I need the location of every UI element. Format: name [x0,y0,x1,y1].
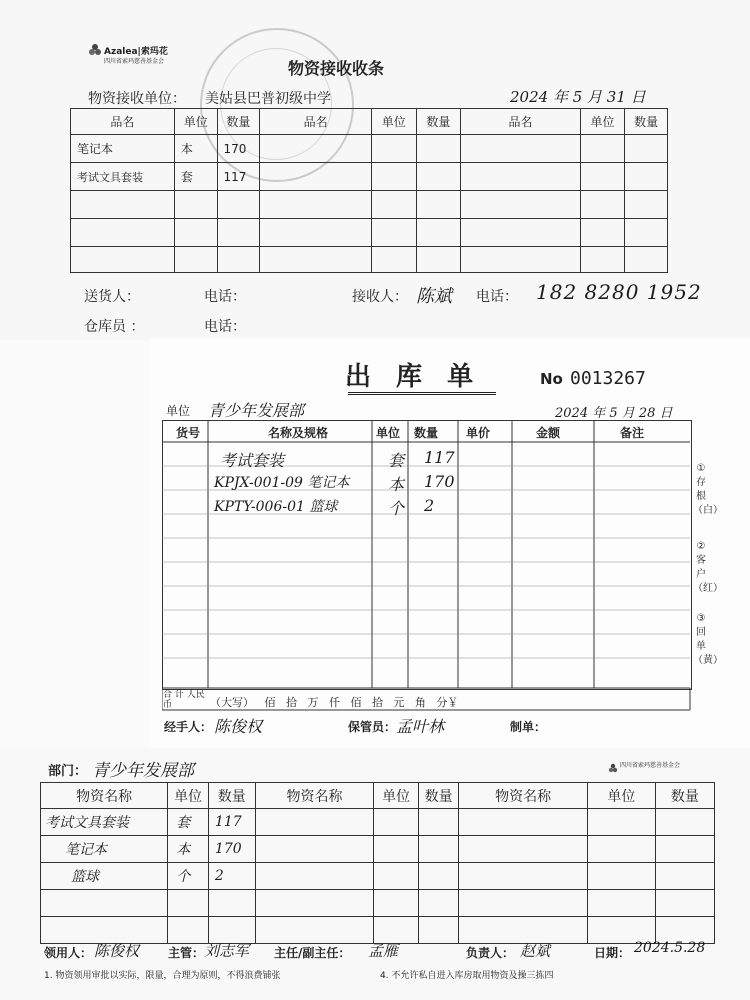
col-header: 名称及规格 [268,426,329,440]
item-unit: 套 [168,809,209,836]
serial-number: 0013267 [570,368,646,389]
header-cell: 数量 [208,783,255,809]
deliverer-label: 送货人： [84,289,140,305]
rule-note-1: 1. 物资领用审批以实际，限量，合理为原则，不得浪费铺张 [44,971,281,981]
col-header: 备注 [620,426,645,440]
outbound-item-name: KPTY-006-01 篮球 [214,499,338,515]
receipt-table [70,108,668,273]
brand-name: Azalea|索玛花 [104,47,168,57]
warehouse-label: 仓库员 ： [84,319,145,335]
handler-label: 经手人： [164,720,213,734]
dept-value: 青少年发展部 [92,761,194,781]
receiver-label: 领用人： [44,946,93,960]
col-header: 金额 [536,426,561,440]
item-qty: 170 [217,135,260,163]
outbound-item-name: KPJX-001-09 笔记本 [214,475,350,491]
azalea-flower-icon [88,42,102,56]
keeper-signature: 孟叶林 [396,717,445,736]
director-signature: 孟雁 [368,942,399,960]
header-cell: 品名 [461,109,581,135]
copy-return-label: ③回单（黄） [693,613,723,666]
header-cell: 数量 [418,783,458,809]
requisition-table [40,782,715,944]
header-cell: 数量 [217,109,260,135]
receiver-phone-label: 电话： [476,289,518,305]
receipt-date: 2024 年 5 月 31 日 [510,88,646,106]
header-cell: 数量 [625,109,668,135]
item-name: 笔记本 [41,836,168,863]
handler-signature: 陈俊权 [214,717,263,736]
item-qty: 170 [208,836,255,863]
azalea-flower-icon [608,758,618,768]
outbound-item-unit: 本 [388,475,405,494]
header-cell: 单位 [587,783,655,809]
col-header: 货号 [176,426,201,440]
total-label: 合 计 人民币 [163,690,205,710]
director-label: 主任/副主任： [274,946,351,960]
header-cell: 数量 [655,783,714,809]
col-header: 数量 [414,426,439,440]
outbound-unit-value: 青少年发展部 [208,401,305,420]
header-cell: 单位 [174,109,217,135]
receipt-unit-label: 物资接收单位： [88,91,186,107]
supervisor-label: 主管： [168,946,205,960]
table-row [41,863,715,890]
requisition-header-row [41,783,715,809]
item-name: 考试文具套装 [71,163,175,191]
outbound-item-qty: 170 [424,472,455,491]
outbound-date: 2024 年 5 月 28 日 [555,406,673,421]
rule-note-4: 4. 不允许私自进入库房取用物资及操三拣四 [380,971,554,981]
table-row [71,247,668,273]
keeper-label: 保管员： [348,720,397,734]
copy-customer-label: ②客户（红） [693,541,723,594]
header-cell: 物资名称 [41,783,168,809]
responsible-label: 负责人： [466,946,515,960]
header-cell: 单位 [580,109,625,135]
receiver-phone: 182 8280 1952 [536,280,702,304]
item-unit: 本 [174,135,217,163]
item-name: 笔记本 [71,135,175,163]
copy-stub-label: ①存根（白） [693,463,723,516]
header-cell: 品名 [260,109,372,135]
receipt-header-row [71,109,668,135]
item-name: 篮球 [41,863,168,890]
table-row [71,135,668,163]
header-cell: 单位 [372,109,417,135]
item-unit: 套 [174,163,217,191]
table-row [71,163,668,191]
header-cell: 物资名称 [255,783,374,809]
date-value: 2024.5.28 [634,940,706,956]
item-unit: 个 [168,863,209,890]
item-name: 考试文具套装 [41,809,168,836]
brand-subtitle: 四川省索玛慈善基金会 [104,58,165,65]
title-underline [348,392,496,395]
outbound-item-unit: 个 [388,499,405,518]
outbound-item-qty: 117 [424,448,455,467]
outbound-item-qty: 2 [424,496,435,515]
receiver-label: 接收人： [352,289,408,305]
item-qty: 117 [208,809,255,836]
supervisor-signature: 刘志军 [204,942,250,960]
responsible-signature: 赵斌 [520,942,551,960]
dept-label: 部门： [48,764,88,779]
total-amount-words: （大写） 佰 拾 万 仟 佰 拾 元 角 分￥ [210,696,459,709]
item-qty: 2 [208,863,255,890]
outbound-item-name: 考试套装 [220,451,285,470]
header-cell: 单位 [168,783,209,809]
item-unit: 本 [168,836,209,863]
receiver-signature: 陈斌 [416,286,452,307]
table-row [71,219,668,247]
table-row [41,890,715,917]
header-cell: 数量 [416,109,461,135]
warehouse-phone-label: 电话： [204,319,246,335]
header-cell: 物资名称 [459,783,588,809]
table-row [41,809,715,836]
header-cell: 品名 [71,109,175,135]
outbound-title: 出 库 单 [345,362,482,392]
outbound-item-unit: 套 [388,451,405,470]
header-cell: 单位 [374,783,418,809]
item-qty: 117 [217,163,260,191]
receipt-title: 物资接收收条 [288,59,385,78]
table-row [71,191,668,219]
maker-label: 制单： [510,720,547,734]
no-label: No [540,370,563,388]
table-row [41,836,715,863]
receiver-signature: 陈俊权 [94,942,140,960]
brand-subtitle: 四川省索玛慈善基金会 [620,762,681,769]
col-header: 单位 [376,426,401,440]
col-header: 单价 [466,426,491,440]
outbound-unit-label: 单位 [166,404,191,418]
receipt-unit-value: 美姑县巴普初级中学 [205,91,331,107]
deliverer-phone-label: 电话： [204,289,246,305]
date-label: 日期： [594,946,631,960]
